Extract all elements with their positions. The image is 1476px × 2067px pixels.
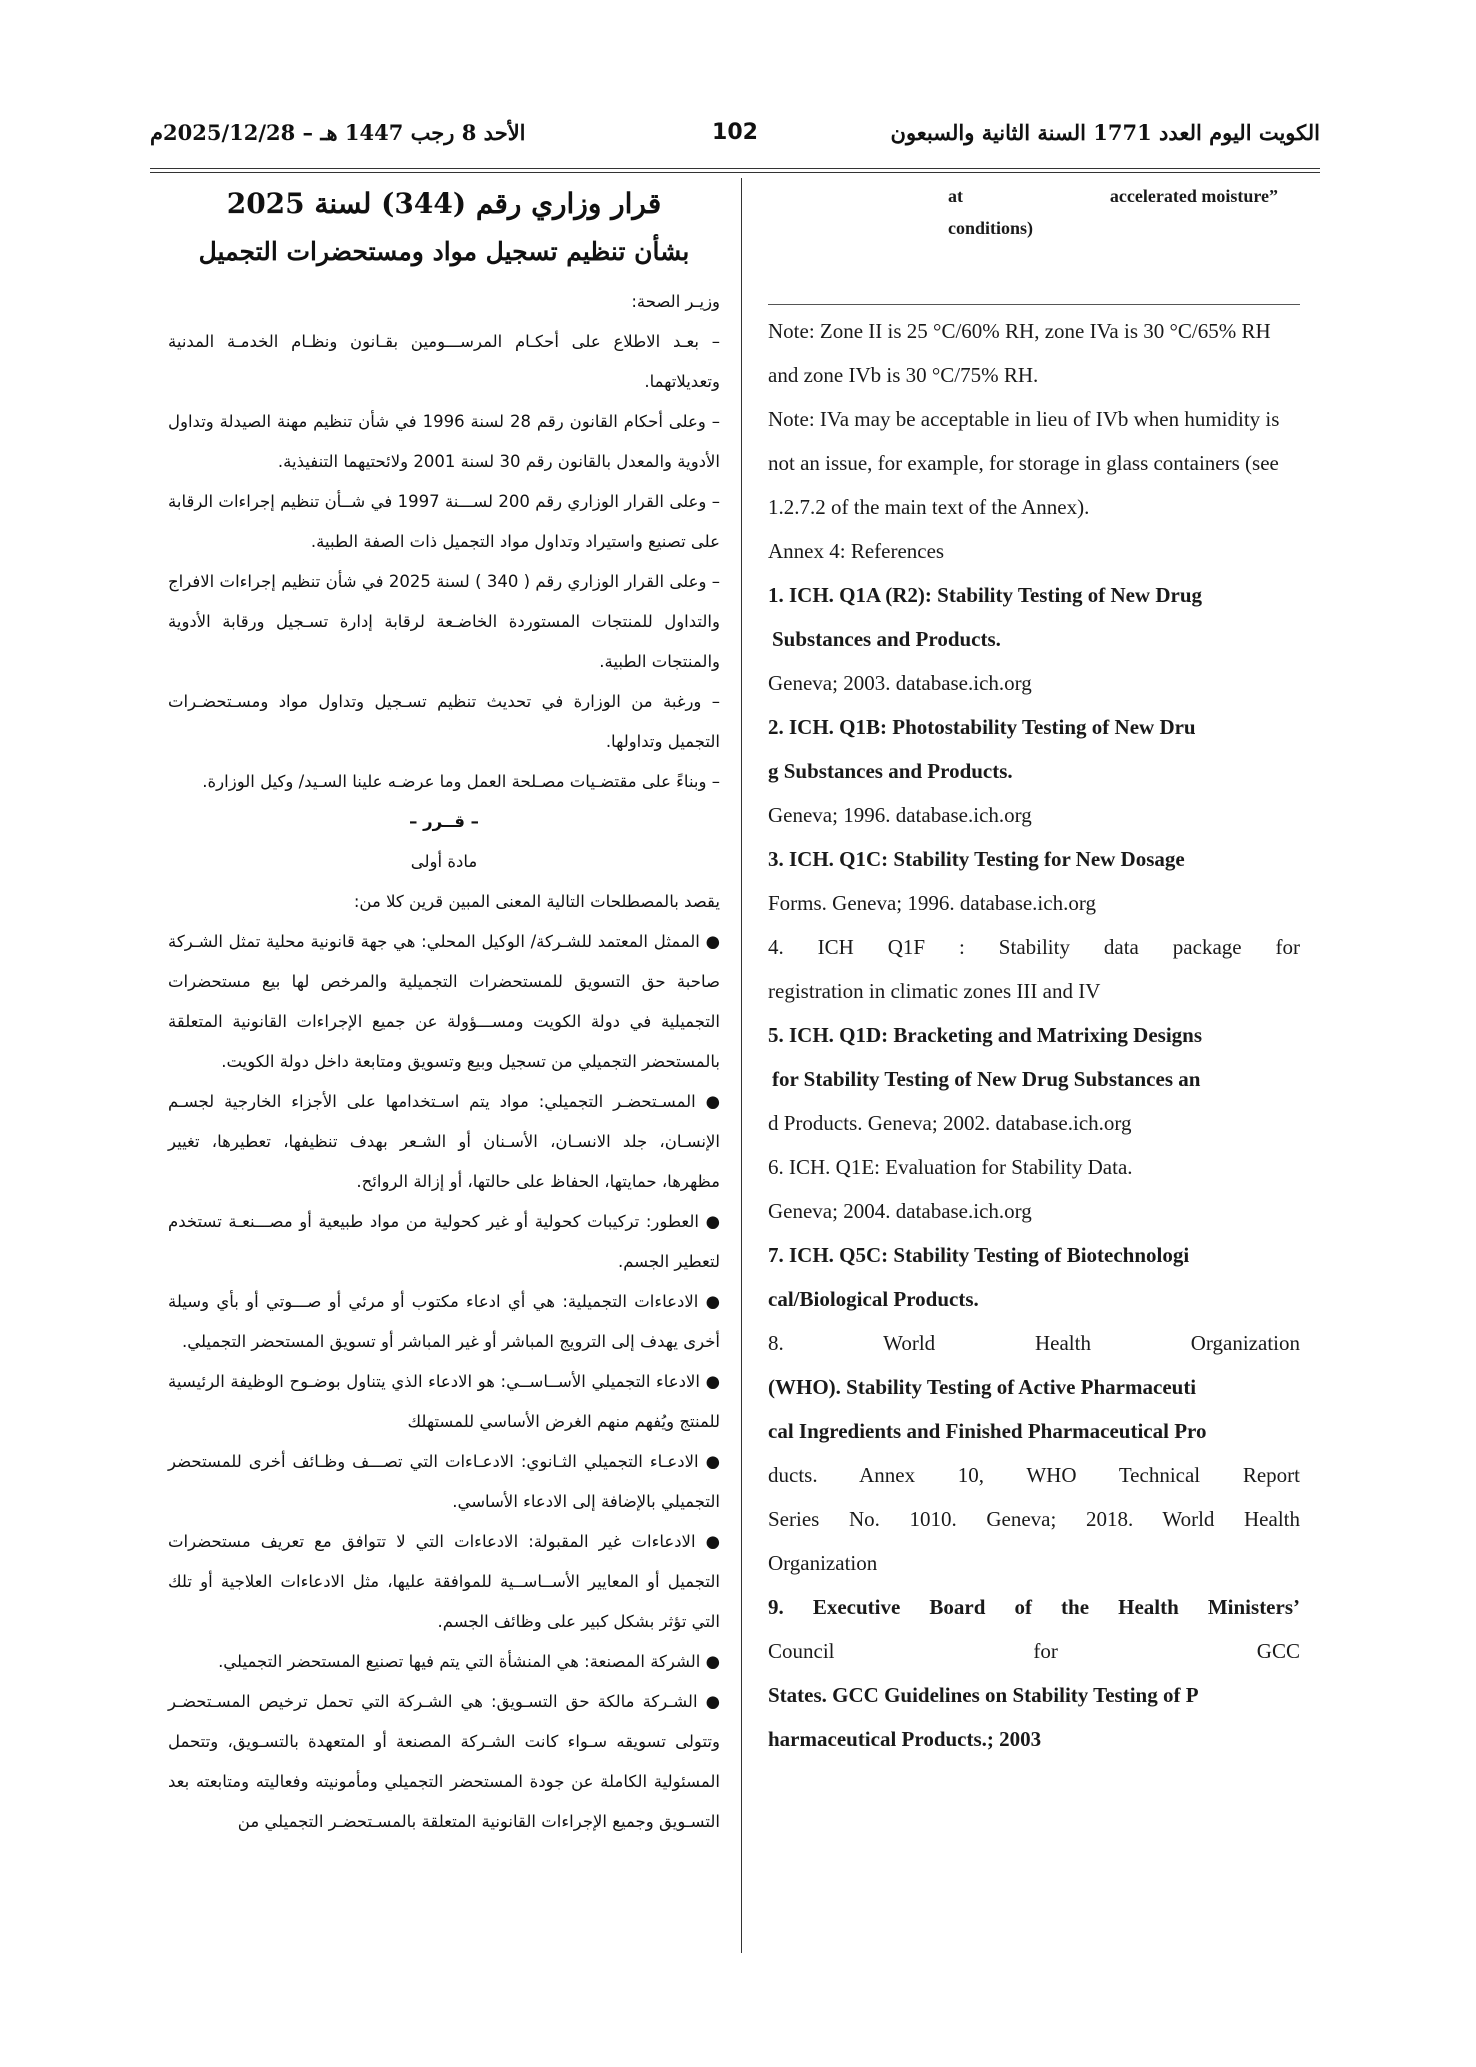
article-heading: مادة أولى bbox=[410, 852, 478, 871]
preamble-2: – وعلى أحكام القانون رقم 28 لسنة 1996 في شأن تنظيم مهنة الصيدلة وتداول الأدوية والمعدل بالقانون رقم 30 لسنة 2001 ولائحتيهما التنفيذية. bbox=[168, 412, 720, 471]
definition-item: ● الادعاءات التجميلية: هي أي ادعاء مكتوب أو مرئي أو صـــوتي أو بأي وسيلة أخرى يهدف إلى الترويج المباشر أو غير المباشر أو تسويق المستحضر التجميلي. bbox=[168, 1292, 720, 1351]
reference-line: Geneva; 2004. database.ich.org bbox=[768, 1199, 1032, 1223]
table-tail-conditions: conditions) bbox=[948, 218, 1034, 238]
reference-line: Forms. Geneva; 1996. database.ich.org bbox=[768, 891, 1096, 915]
preamble-1: – بعـد الاطلاع على أحكـام المرســـومين بقـانون ونظـام الخدمـة المدنية وتعديلاتهما. bbox=[168, 332, 720, 391]
reference-line: Geneva; 1996. database.ich.org bbox=[768, 803, 1032, 827]
reference-line: (WHO). Stability Testing of Active Pharmaceuti bbox=[768, 1375, 1197, 1399]
zone-note: Note: Zone II is 25 °C/60% RH, zone IVa is 30 °C/65% RH and zone IVb is 30 °C/75% RH. bbox=[768, 319, 1271, 387]
table-rule bbox=[768, 304, 1300, 305]
reference-line: 9. Executive Board of the Health Ministers’ bbox=[768, 1595, 1300, 1619]
decree-title: قرار وزاري رقم (344) لسنة 2025 bbox=[226, 187, 662, 220]
table-tail-accelerated: accelerated moisture” bbox=[1109, 186, 1278, 206]
definition-item: ● الشركة المصنعة: هي المنشأة التي يتم فيها تصنيع المستحضر التجميلي. bbox=[218, 1652, 720, 1671]
reference-line: 5. ICH. Q1D: Bracketing and Matrixing Designs bbox=[768, 1023, 1203, 1047]
reference-line: ducts. Annex 10, WHO Technical Report bbox=[768, 1463, 1300, 1487]
reference-line: 7. ICH. Q5C: Stability Testing of Biotechnologi bbox=[768, 1243, 1190, 1267]
reference-line: d Products. Geneva; 2002. database.ich.org bbox=[768, 1111, 1132, 1135]
reference-line: Substances and Products. bbox=[772, 627, 1001, 651]
reference-line: cal Ingredients and Finished Pharmaceutical Pro bbox=[768, 1419, 1207, 1443]
reference-line: harmaceutical Products.; 2003 bbox=[768, 1727, 1042, 1751]
header-rule bbox=[150, 168, 1320, 173]
preamble-6: – وبناءً على مقتضـيات مصـلحة العمل وما عرضـه علينا السـيد/ وكيل الوزارة. bbox=[202, 772, 720, 791]
reference-line: g Substances and Products. bbox=[768, 759, 1013, 783]
decree-subtitle: بشأن تنظيم تسجيل مواد ومستحضرات التجميل bbox=[198, 237, 690, 266]
decided-heading: – قــرر – bbox=[409, 812, 479, 831]
header-issue: الكويت اليوم العدد 1771 السنة الثانية والسبعون bbox=[890, 120, 1320, 145]
definition-item: ● الممثل المعتمد للشـركة/ الوكيل المحلي: هي جهة قانونية محلية تمثل الشـركة صاحبة حق التسويق للمستحضرات التجميلية والمرخص لها بيع مستحضرات التجميلية في دولة الكويت ومســـؤولة عن جميع الإجراءات القانونية المتعلقة بالمستحضر التجميلي من تسجيل وبيع وتسويق ومتابعة داخل دولة الكويت. bbox=[168, 932, 720, 1071]
reference-line: 3. ICH. Q1C: Stability Testing for New Dosage bbox=[768, 847, 1185, 871]
preamble-5: – ورغبة من الوزارة في تحديث تنظيم تسـجيل وتداول مواد ومسـتحضـرات التجميل وتداولها. bbox=[168, 692, 720, 751]
ivb-note: Note: IVa may be acceptable in lieu of IVb when humidity is not an issue, for example, for storage in glass containers (see 1.2.7.2 of the main text of the Annex). bbox=[768, 407, 1280, 519]
page-number: 102 bbox=[712, 120, 758, 145]
reference-line: for Stability Testing of New Drug Substances an bbox=[772, 1067, 1201, 1091]
minister-line: وزيـر الصحة: bbox=[631, 292, 720, 311]
reference-line: 2. ICH. Q1B: Photostability Testing of New Dru bbox=[768, 715, 1196, 739]
reference-line: Geneva; 2003. database.ich.org bbox=[768, 671, 1032, 695]
table-tail-at: at bbox=[948, 186, 963, 206]
definition-item: ● الادعاء التجميلي الأســاســي: هو الادعاء الذي يتناول بوضـوح الوظيفة الرئيسية للمنتج ويُفهم منهم الغرض الأساسي للمستهلك bbox=[168, 1372, 720, 1431]
definition-item: ● الشـركة مالكة حق التسـويق: هي الشـركة التي تحمل ترخيص المسـتحضـر وتتولى تسويقه سـواء كانت الشـركة المصنعة أو المتعهدة بالتسـويق، وتتحمل المسئولية الكاملة عن جودة المستحضر التجميلي ومأمونيته وفعاليته ومتابعته بعد التسـويق وجميع الإجراءات القانونية المتعلقة بالمسـتحضـر التجميلي من bbox=[168, 1692, 720, 1831]
preamble-4: – وعلى القرار الوزاري رقم ( 340 ) لسنة 2025 في شأن تنظيم إجراءات الافراج والتداول للمنتجات المستوردة الخاضـعة لرقابة إدارة تسـجيل ورقابة الأدوية والمنتجات الطبية. bbox=[168, 572, 720, 671]
definition-item: ● الادعاءات غير المقبولة: الادعاءات التي لا تتوافق مع تعريف مستحضرات التجميل أو المعايير الأســاســية للموافقة عليها، مثل الادعاءات العلاجية أو تلك التي تؤثر بشكل كبير على وظائف الجسم. bbox=[168, 1532, 720, 1631]
reference-line: 6. ICH. Q1E: Evaluation for Stability Data. bbox=[768, 1155, 1133, 1179]
reference-line: Council for GCC bbox=[768, 1639, 1300, 1663]
column-divider bbox=[741, 178, 742, 1953]
page-header bbox=[150, 120, 1320, 160]
definitions-intro: يقصد بالمصطلحات التالية المعنى المبين قرين كلا من: bbox=[353, 892, 720, 911]
table-tail bbox=[768, 180, 1278, 244]
header-date: الأحد 8 رجب 1447 هـ – 2025/12/28م bbox=[150, 120, 526, 145]
annex-heading: Annex 4: References bbox=[768, 539, 945, 563]
reference-line: cal/Biological Products. bbox=[768, 1287, 979, 1311]
reference-line: 1. ICH. Q1A (R2): Stability Testing of New Drug bbox=[768, 583, 1203, 607]
reference-line: 4. ICH Q1F : Stability data package for bbox=[768, 935, 1300, 959]
definition-item: ● العطور: تركيبات كحولية أو غير كحولية من مواد طبيعية أو مصـــنعـة تستخدم لتعطير الجسم. bbox=[168, 1212, 720, 1271]
reference-line: Series No. 1010. Geneva; 2018. World Health bbox=[768, 1507, 1300, 1531]
definition-item: ● الادعـاء التجميلي الثـانوي: الادعـاءات التي تصـــف وظـائف أخرى للمستحضر التجميلي بالإضافة إلى الادعاء الأساسي. bbox=[168, 1452, 720, 1511]
reference-line: States. GCC Guidelines on Stability Testing of P bbox=[768, 1683, 1199, 1707]
english-column bbox=[768, 180, 1300, 1761]
preamble-3: – وعلى القرار الوزاري رقم 200 لســـنة 1997 في شــأن تنظيم إجراءات الرقابة على تصنيع واستيراد وتداول مواد التجميل ذات الصفة الطبية. bbox=[168, 492, 720, 551]
arabic-column bbox=[168, 180, 720, 1842]
reference-line: 8. World Health Organization bbox=[768, 1331, 1300, 1355]
reference-line: Organization bbox=[768, 1551, 878, 1575]
reference-line: registration in climatic zones III and IV bbox=[768, 979, 1101, 1003]
definition-item: ● المسـتحضـر التجميلي: مواد يتم اسـتخدامها على الأجزاء الخارجية لجسـم الإنسـان، جلد الانسـان، الأسـنان أو الشـعر بهدف تنظيفها، تعطيرها، تغيير مظهرها، حمايتها، الحفاظ على حالتها، أو إزالة الروائح. bbox=[168, 1092, 720, 1191]
